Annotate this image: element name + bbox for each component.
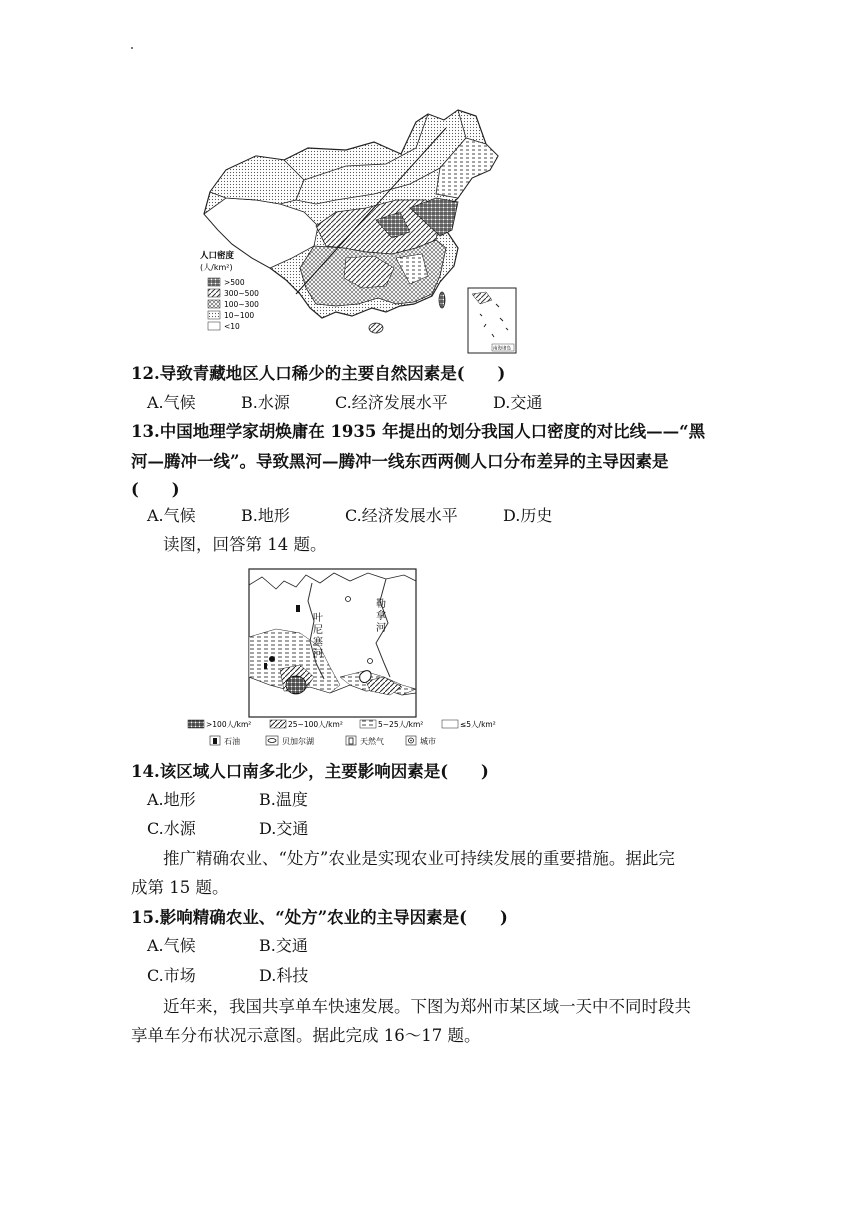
q13-option-c: C.经济发展水平 xyxy=(345,506,458,525)
question-13-stem-3: ( ) xyxy=(131,480,180,499)
intro-14: 读图，回答第 14 题。 xyxy=(163,535,327,554)
legend-title: 人口密度 xyxy=(200,251,235,261)
legend-symbol-gas: 天然气 xyxy=(360,737,384,746)
baikal-icon xyxy=(268,739,276,743)
question-14-stem: 14.该区域人口南多北少，主要影响因素是( ) xyxy=(131,762,489,781)
q14-option-a: A.地形 xyxy=(147,790,196,809)
legend-symbol-city: 城市 xyxy=(420,737,436,746)
legend-label-3: 10~100 xyxy=(224,311,255,320)
q12-option-b: B.水源 xyxy=(241,393,290,412)
question-14-options-row-2 xyxy=(147,815,308,843)
q14-option-c: C.水源 xyxy=(147,819,196,838)
river-label-lena-2: 拿 xyxy=(376,611,386,622)
q14-option-d: D.交通 xyxy=(259,819,309,838)
q12-option-d: D.交通 xyxy=(493,393,543,412)
siberia-population-map xyxy=(180,567,510,752)
river-label-yenisei-1: 叶 xyxy=(313,613,323,624)
river-label-lena-3: 河 xyxy=(376,623,386,634)
inset-label: 南海诸岛 xyxy=(493,346,511,352)
q12-option-c: C.经济发展水平 xyxy=(335,393,448,412)
river-label-yenisei-4: 河 xyxy=(313,649,323,660)
q15-option-b: B.交通 xyxy=(259,936,308,955)
question-12-options xyxy=(147,389,542,417)
legend-label-2: 100~300 xyxy=(224,300,259,309)
legend-swatch-dash xyxy=(360,720,376,728)
legend-density-0: >100人/km² xyxy=(206,720,252,729)
intro-16-line-2: 享单车分布状况示意图。据此完成 16～17 题。 xyxy=(131,1026,481,1045)
question-15-stem: 15.影响精确农业、“处方”农业的主导因素是( ) xyxy=(131,908,508,927)
legend-label-0: >500 xyxy=(224,278,245,287)
q15-option-d: D.科技 xyxy=(259,966,309,985)
question-13-stem-1: 13.中国地理学家胡焕庸在 1935 年提出的划分我国人口密度的对比线——“黑 xyxy=(131,422,706,441)
legend-swatch-empty xyxy=(442,720,458,728)
legend-swatch-dense xyxy=(188,720,204,728)
legend-density-3: ≤5人/km² xyxy=(460,720,496,729)
intro-15-line-2: 成第 15 题。 xyxy=(131,878,229,897)
legend-swatch-4 xyxy=(208,322,220,330)
question-12-stem: 12.导致青藏地区人口稀少的主要自然因素是( ) xyxy=(131,364,506,383)
q12-option-a: A.气候 xyxy=(147,393,196,412)
legend-label-1: 300~500 xyxy=(224,289,259,298)
question-13-stem-2: 河—腾冲一线”。导致黑河—腾冲一线东西两侧人口分布差异的主导因素是 xyxy=(131,452,669,471)
q15-option-a: A.气候 xyxy=(147,936,196,955)
question-14-options-row-1 xyxy=(147,786,308,814)
q13-option-b: B.地形 xyxy=(241,506,290,525)
legend-swatch-0 xyxy=(208,278,220,286)
legend-swatch-hatch xyxy=(270,720,286,728)
question-15-options-row-2 xyxy=(147,962,308,990)
legend-density-2: 5~25人/km² xyxy=(378,720,424,729)
q14-option-b: B.温度 xyxy=(259,790,308,809)
page-mark xyxy=(131,47,133,49)
river-label-yenisei-2: 尼 xyxy=(313,625,323,636)
legend-density-1: 25~100人/km² xyxy=(288,720,343,729)
oil-icon xyxy=(213,738,217,744)
legend-label-4: <10 xyxy=(224,322,240,331)
river-label-lena-1: 勒 xyxy=(376,599,386,610)
question-13-options xyxy=(147,502,552,530)
legend-swatch-1 xyxy=(208,289,220,297)
legend-swatch-2 xyxy=(208,300,220,308)
q15-option-c: C.市场 xyxy=(147,966,196,985)
river-label-yenisei-3: 塞 xyxy=(313,637,323,648)
legend-swatch-3 xyxy=(208,311,220,319)
legend-unit: (人/km²) xyxy=(200,263,233,272)
china-population-density-map xyxy=(196,108,526,356)
q13-option-d: D.历史 xyxy=(503,506,553,525)
gas-icon xyxy=(349,738,353,744)
q13-option-a: A.气候 xyxy=(147,506,196,525)
intro-16-line-1: 近年来，我国共享单车快速发展。下图为郑州市某区域一天中不同时段共 xyxy=(163,997,691,1016)
intro-15-line-1: 推广精确农业、“处方”农业是实现农业可持续发展的重要措施。据此完 xyxy=(163,849,675,868)
legend-symbol-oil: 石油 xyxy=(224,737,240,746)
question-15-options-row-1 xyxy=(147,932,308,960)
legend-symbol-baikal: 贝加尔湖 xyxy=(282,737,314,746)
